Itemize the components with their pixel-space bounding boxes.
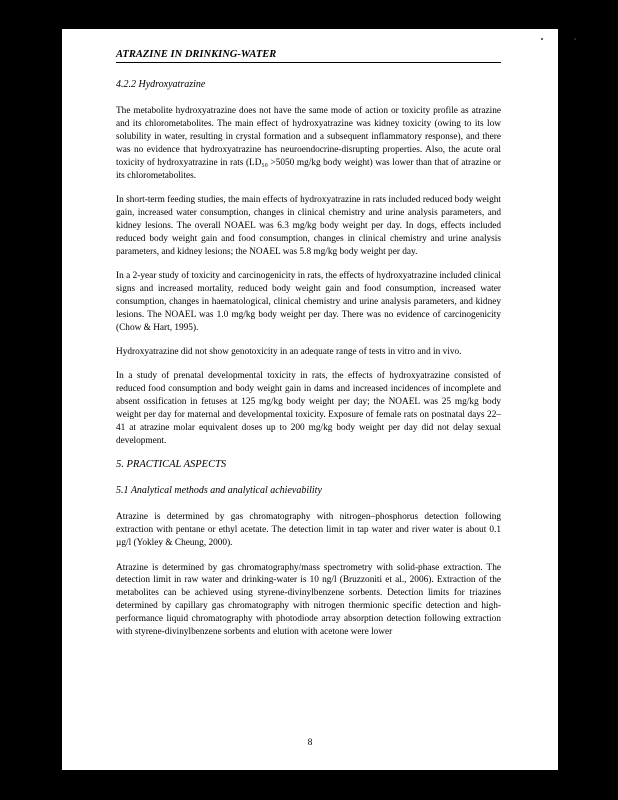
paragraph: In short-term feeding studies, the main effects of hydroxyatrazine in rats included reduced body weight gain, increased water consumption, changes in clinical chemistry and urine analysis parameters, and kidney lesions. The overall NOAEL was 6.3 mg/kg body weight per day. In dogs, effects included reduced body weight gain and food consumption, changes in clinical chemistry and urine analysis parameters, and kidney lesions; the NOAEL was 5.8 mg/kg body weight per day. — [116, 194, 501, 257]
running-header: ATRAZINE IN DRINKING-WATER — [116, 49, 501, 63]
subsection-heading-5-1: 5.1 Analytical methods and analytical achievability — [116, 485, 322, 497]
subsection-heading-4-2-2: 4.2.2 Hydroxyatrazine — [116, 79, 206, 90]
paragraph: In a 2-year study of toxicity and carcinogenicity in rats, the effects of hydroxyatrazine included clinical signs and increased mortality, reduced body weight gain and food consumption, increased water consumption, changes in haematological, clinical chemistry and urine analysis parameters, and kidney lesions. The NOAEL was 1.0 mg/kg body weight per day. There was no evidence of carcinogenicity (Chow & Hart, 1995). — [116, 270, 501, 333]
section-heading-5: 5. PRACTICAL ASPECTS — [116, 459, 227, 471]
scan-speck — [541, 38, 543, 40]
paragraph: In a study of prenatal developmental toxicity in rats, the effects of hydroxyatrazine consisted of reduced food consumption and body weight gain in dams and increased incidences of incomplete and absent ossification in fetuses at 125 mg/kg body weight per day; the NOAEL was 25 mg/kg body weight per day for maternal and developmental toxicity. Exposure of female rats on postnatal days 22–41 at atrazine molar equivalent doses up to 200 mg/kg body weight per day did not delay sexual development. — [116, 371, 501, 446]
paragraph: The metabolite hydroxyatrazine does not have the same mode of action or toxicity profile as atrazine and its chlorometabolites. The main effect of hydroxyatrazine was kidney toxicity (owing to its low solubility in water, resulting in crystal formation and a subsequent inflammatory response), and there was no evidence that hydroxyatrazine has neuroendocrine-disrupting properties. Also, the acute oral toxicity of hydroxyatrazine in rats (LD₅₀ >5050 mg/kg body weight) was lower than that of atrazine or its chlorometabolites. — [116, 106, 501, 181]
paragraph: Atrazine is determined by gas chromatography/mass spectrometry with solid-phase extraction. The detection limit in raw water and drinking-water is 10 ng/l (Bruzzoniti et al., 2006). Extraction of the metabolites can be achieved using styrene-divinylbenzene sorbents. Detection limits for triazines determined by capillary gas chromatography with nitrogen thermionic specific detection and high-performance liquid chromatography with photodiode array absorption detection following extraction with styrene-divinylbenzene sorbents and elution with acetone were lower — [116, 562, 501, 638]
paragraph: Hydroxyatrazine did not show genotoxicity in an adequate range of tests in vitro and in vivo. — [116, 347, 462, 357]
document-page — [62, 29, 558, 770]
page-content — [116, 79, 501, 651]
paragraph: Atrazine is determined by gas chromatography with nitrogen–phosphorus detection following extraction with pentane or ethyl acetate. The detection limit in tap water and river water is about 0.1 µg/l (Yokley & Cheung, 2000). — [116, 512, 501, 549]
page-number: 8 — [307, 738, 313, 748]
scan-speck — [574, 38, 576, 40]
